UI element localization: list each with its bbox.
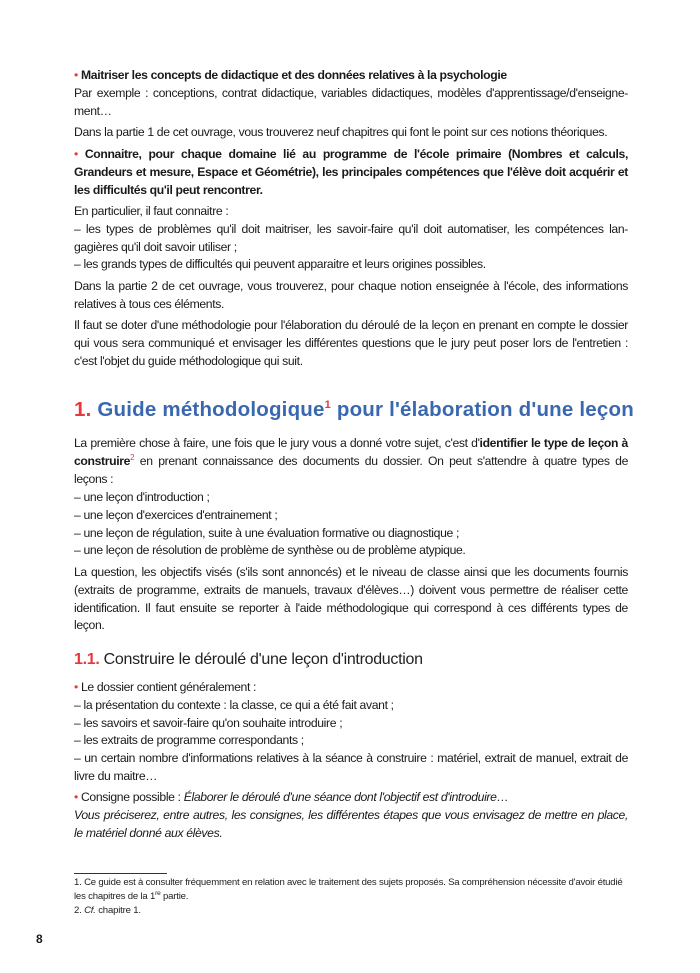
paragraph-list [74, 203, 628, 274]
footnote-1 [74, 876, 630, 904]
list-item: – une leçon de régulation, suite à une évaluation formative ou diagnostique ; [74, 525, 460, 540]
italic-text: Vous préciserez, entre autres, les consignes, les différentes étapes que vous envisagez de mettre en place, le matériel donné aux élèves. [74, 807, 628, 840]
paragraph-competences [74, 146, 628, 199]
paragraph: Il faut se doter d'une méthodologie pour l'élaboration du déroulé de la leçon en prenant en compte le dossier qui vous sera communiqué et envisager les différentes questions que le jury peut poser lors de l'entretien : c'est l'objet du guide méthodologique qui suit. [74, 318, 628, 368]
text: chapitre 1. [95, 905, 141, 916]
text: Le dossier contient généralement : [80, 680, 257, 694]
bullet: • [74, 147, 78, 161]
text: en prenant connaissance des documents du dossier. On peut s'attendre à quatre types de leçons : [74, 453, 628, 486]
italic-text: Élaborer le déroulé d'une séance dont l'objectif est d'introduire… [183, 790, 509, 804]
section-heading [74, 398, 634, 422]
superscript: re [155, 889, 161, 897]
paragraph: Dans la partie 1 de cet ouvrage, vous trouverez neuf chapitres qui font le point sur ces notions théoriques. [74, 125, 608, 139]
list-item: – une leçon d'exercices d'entrainement ; [74, 507, 278, 522]
subsection-heading [74, 651, 423, 669]
heading-text: Construire le déroulé d'une leçon d'introduction [103, 651, 423, 668]
footnote-2 [74, 904, 630, 918]
dossier-list [74, 679, 628, 786]
bullet: • [74, 680, 78, 694]
text: 1. Ce guide est à consulter fréquemment en relation avec le traitement des sujets proposés. Sa compréhension nécessite d'avoir étudié les chapitres de la 1 [74, 877, 623, 902]
text: La première chose à faire, une fois que le jury vous a donné votre sujet, c'est d' [74, 436, 480, 450]
italic-text: Cf. [84, 905, 96, 916]
list-item: – les savoirs et savoir-faire qu'on souhaite introduire ; [74, 715, 343, 730]
list-item: – les extraits de programme correspondants ; [74, 733, 304, 748]
list-item: – la présentation du contexte : la classe, ce qui a été fait avant ; [74, 697, 394, 712]
paragraph: Dans la partie 2 de cet ouvrage, vous trouverez, pour chaque notion enseignée à l'école, des informations relatives à tous ces éléments. [74, 279, 628, 311]
list-item: – les grands types de difficultés qui peuvent apparaitre et leurs origines possibles. [74, 257, 486, 272]
bold-point: Maitriser les concepts de didactique et des données relatives à la psychologie [80, 68, 507, 82]
list-item: – les types de problèmes qu'il doit maitriser, les savoir-faire qu'il doit automatiser, les compétences lan-gagières qu'il doit savoir utiliser ; [74, 221, 628, 254]
text: partie. [160, 891, 189, 902]
consigne-paragraph [74, 789, 628, 842]
text: Par exemple : conceptions, contrat didactique, variables didactiques, modèles d'apprentissage/d'enseigne-ment… [74, 85, 628, 118]
text: 2. [74, 905, 85, 916]
footnote-ref: 1 [324, 399, 331, 412]
paragraph-concepts [74, 67, 628, 120]
list-item: – un certain nombre d'informations relatives à la séance à construire : matériel, extrait de manuel, extrait de livre du maitre… [74, 751, 628, 783]
lesson-types-list [74, 489, 628, 560]
paragraph: La question, les objectifs visés (s'ils sont annoncés) et le niveau de classe ainsi que les documents fournis (extraits de programme, extraits de manuels, travaux d'élèves…) doivent vous permettre de réaliser cette identification. Il faut ensuite se reporter à l'aide méthodologique qui correspond à ces différents types de leçon. [74, 565, 628, 633]
bold-point: Connaitre, pour chaque domaine lié au programme de l'école primaire (Nombres et calculs, Grandeurs et mesure, Espace et Géométrie), les principales compétences que l'élève doit acquérir et les difficultés qu'il peut rencontrer. [74, 147, 628, 197]
heading-text: Guide méthodologique [97, 398, 325, 421]
bold-text: identifier le type de leçon à construire [74, 436, 628, 468]
paragraph-intro [74, 435, 628, 488]
heading-text: pour l'élaboration d'une leçon [330, 398, 634, 421]
bullet: • [74, 790, 78, 804]
heading-number: 1. [74, 398, 92, 421]
footnote-divider [74, 873, 167, 874]
page-number: 8 [36, 932, 43, 946]
footnote-ref: 2 [130, 452, 135, 462]
list-item: – une leçon de résolution de problème de synthèse ou de problème atypique. [74, 543, 466, 558]
text: Consigne possible : [80, 790, 184, 804]
bullet: • [74, 68, 78, 82]
text: En particulier, il faut connaitre : [74, 204, 229, 218]
list-item: – une leçon d'introduction ; [74, 490, 210, 504]
heading-number: 1.1. [74, 651, 100, 668]
